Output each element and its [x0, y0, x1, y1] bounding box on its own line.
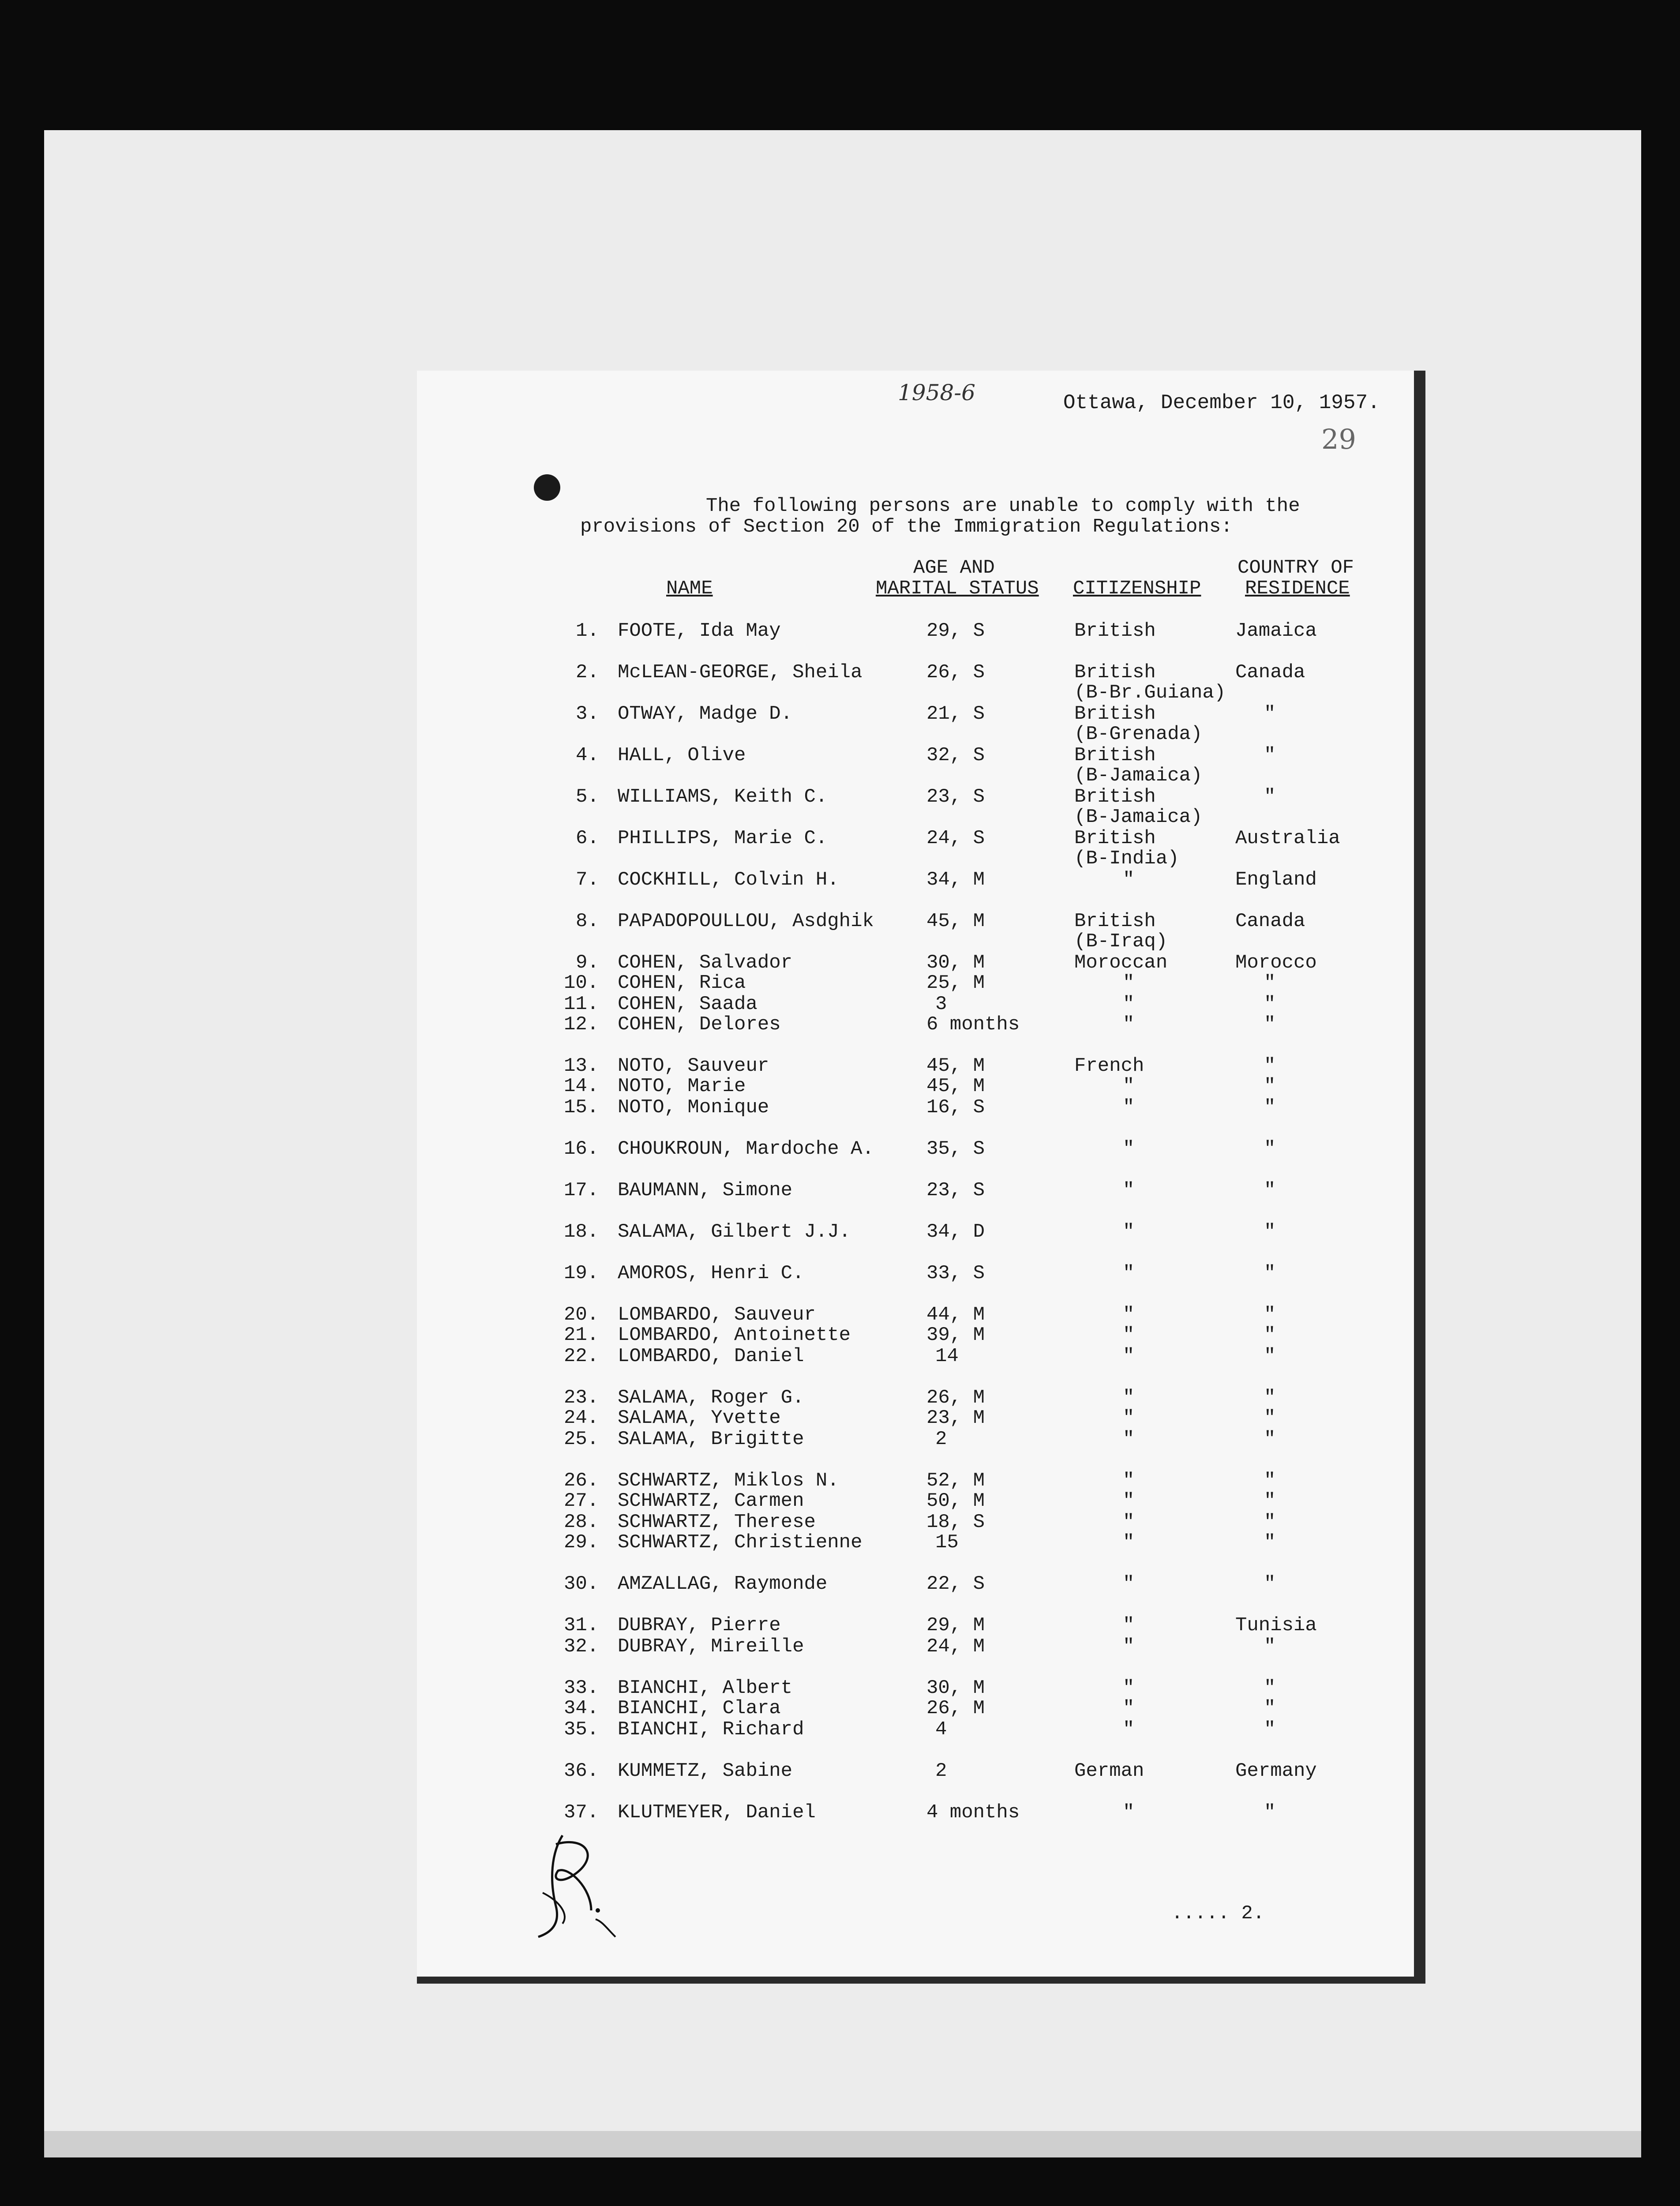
- citizenship: ": [1123, 869, 1135, 891]
- country-of-residence: Canada: [1235, 661, 1305, 683]
- person-name: FOOTE, Ida May: [618, 620, 781, 642]
- row-number: 31.: [564, 1614, 599, 1636]
- citizenship: French: [1074, 1055, 1144, 1077]
- file-number-annotation: 1958-6: [898, 380, 975, 405]
- row-number: 1.: [576, 620, 599, 642]
- citizenship: ": [1123, 1470, 1135, 1492]
- citizenship: ": [1123, 1324, 1135, 1346]
- person-name: SCHWARTZ, Carmen: [618, 1490, 804, 1512]
- country-of-residence: Germany: [1235, 1760, 1317, 1782]
- age-marital-status: 4 months: [926, 1801, 1020, 1823]
- age-marital-status: 50, M: [926, 1490, 985, 1512]
- citizenship: British: [1074, 786, 1156, 808]
- person-name: AMZALLAG, Raymonde: [618, 1573, 828, 1595]
- country-of-residence: England: [1235, 869, 1317, 891]
- row-number: 30.: [564, 1573, 599, 1595]
- citizenship-birthplace: (B-Iraq): [1074, 930, 1168, 953]
- age-marital-status: 32, S: [926, 744, 985, 766]
- age-marital-status: 30, M: [926, 1677, 985, 1699]
- person-name: SCHWARTZ, Therese: [618, 1511, 816, 1533]
- place-date: Ottawa, December 10, 1957.: [1063, 391, 1380, 414]
- age-marital-status: 16, S: [926, 1096, 985, 1118]
- person-name: OTWAY, Madge D.: [618, 703, 793, 725]
- person-name: KUMMETZ, Sabine: [618, 1760, 793, 1782]
- country-of-residence: ": [1264, 1075, 1276, 1097]
- age-marital-status: 29, M: [926, 1614, 985, 1636]
- age-marital-status: 21, S: [926, 703, 985, 725]
- country-of-residence: ": [1264, 1697, 1276, 1719]
- country-of-residence: ": [1264, 1013, 1276, 1035]
- row-number: 32.: [564, 1636, 599, 1658]
- row-number: 11.: [564, 993, 599, 1015]
- person-name: LOMBARDO, Antoinette: [618, 1324, 851, 1346]
- document-page: [417, 371, 1425, 1984]
- age-marital-status: 52, M: [926, 1470, 985, 1492]
- citizenship: ": [1123, 1179, 1135, 1201]
- person-name: DUBRAY, Mireille: [618, 1636, 804, 1658]
- country-of-residence: ": [1264, 703, 1276, 725]
- country-of-residence: ": [1264, 1179, 1276, 1201]
- citizenship: ": [1123, 1304, 1135, 1326]
- row-number: 22.: [564, 1345, 599, 1367]
- country-of-residence: ": [1264, 1096, 1276, 1118]
- citizenship: ": [1123, 1636, 1135, 1658]
- row-number: 36.: [564, 1760, 599, 1782]
- age-marital-status: 26, M: [926, 1387, 985, 1409]
- citizenship: British: [1074, 703, 1156, 725]
- row-number: 13.: [564, 1055, 599, 1077]
- age-marital-status: 29, S: [926, 620, 985, 642]
- age-marital-status: 25, M: [926, 972, 985, 994]
- person-name: LOMBARDO, Daniel: [618, 1345, 804, 1367]
- country-of-residence: ": [1264, 1470, 1276, 1492]
- row-number: 4.: [576, 744, 599, 766]
- age-marital-status: 14: [935, 1345, 959, 1367]
- citizenship: ": [1123, 1511, 1135, 1533]
- column-header-age-line-1: AGE AND: [913, 557, 995, 579]
- row-number: 10.: [564, 972, 599, 994]
- column-header-residence-line-2: RESIDENCE: [1245, 578, 1350, 600]
- row-number: 33.: [564, 1677, 599, 1699]
- country-of-residence: ": [1264, 972, 1276, 994]
- row-number: 17.: [564, 1179, 599, 1201]
- row-number: 35.: [564, 1718, 599, 1741]
- column-header-residence-line-1: COUNTRY OF: [1238, 557, 1354, 579]
- age-marital-status: 33, S: [926, 1262, 985, 1284]
- person-name: NOTO, Monique: [618, 1096, 769, 1118]
- country-of-residence: ": [1264, 1718, 1276, 1741]
- citizenship: ": [1123, 1013, 1135, 1035]
- citizenship: ": [1123, 1262, 1135, 1284]
- row-number: 3.: [576, 703, 599, 725]
- row-number: 19.: [564, 1262, 599, 1284]
- row-number: 29.: [564, 1531, 599, 1553]
- age-marital-status: 23, S: [926, 786, 985, 808]
- age-marital-status: 26, S: [926, 661, 985, 683]
- citizenship: ": [1123, 1677, 1135, 1699]
- country-of-residence: ": [1264, 1531, 1276, 1553]
- country-of-residence: ": [1264, 1304, 1276, 1326]
- country-of-residence: ": [1264, 1138, 1276, 1160]
- citizenship: ": [1123, 1490, 1135, 1512]
- citizenship-birthplace: (B-Jamaica): [1074, 765, 1203, 787]
- country-of-residence: Tunisia: [1235, 1614, 1317, 1636]
- row-number: 8.: [576, 910, 599, 932]
- person-name: BIANCHI, Albert: [618, 1677, 793, 1699]
- citizenship: British: [1074, 744, 1156, 766]
- age-marital-status: 30, M: [926, 952, 985, 974]
- country-of-residence: ": [1264, 1407, 1276, 1429]
- age-marital-status: 39, M: [926, 1324, 985, 1346]
- person-name: SCHWARTZ, Miklos N.: [618, 1470, 839, 1492]
- citizenship: British: [1074, 827, 1156, 849]
- country-of-residence: ": [1264, 1387, 1276, 1409]
- person-name: NOTO, Marie: [618, 1075, 746, 1097]
- citizenship: ": [1123, 1221, 1135, 1243]
- column-header-name: NAME: [666, 578, 713, 600]
- row-number: 21.: [564, 1324, 599, 1346]
- citizenship: German: [1074, 1760, 1144, 1782]
- country-of-residence: ": [1264, 1428, 1276, 1450]
- age-marital-status: 45, M: [926, 1075, 985, 1097]
- citizenship: Moroccan: [1074, 952, 1168, 974]
- row-number: 24.: [564, 1407, 599, 1429]
- country-of-residence: ": [1264, 1636, 1276, 1658]
- row-number: 7.: [576, 869, 599, 891]
- age-marital-status: 3: [935, 993, 947, 1015]
- punch-hole: [534, 474, 560, 501]
- age-marital-status: 23, S: [926, 1179, 985, 1201]
- person-name: SALAMA, Brigitte: [618, 1428, 804, 1450]
- age-marital-status: 6 months: [926, 1013, 1020, 1035]
- citizenship: British: [1074, 910, 1156, 932]
- country-of-residence: Jamaica: [1235, 620, 1317, 642]
- citizenship: ": [1123, 972, 1135, 994]
- country-of-residence: ": [1264, 786, 1276, 808]
- country-of-residence: ": [1264, 1511, 1276, 1533]
- citizenship: ": [1123, 1096, 1135, 1118]
- column-header-citizenship: CITIZENSHIP: [1073, 578, 1201, 600]
- citizenship: ": [1123, 1531, 1135, 1553]
- person-name: PAPADOPOULLOU, Asdghik: [618, 910, 874, 932]
- person-name: PHILLIPS, Marie C.: [618, 827, 828, 849]
- citizenship: ": [1123, 1573, 1135, 1595]
- person-name: McLEAN-GEORGE, Sheila: [618, 661, 862, 683]
- age-marital-status: 22, S: [926, 1573, 985, 1595]
- citizenship-birthplace: (B-India): [1074, 848, 1179, 870]
- person-name: KLUTMEYER, Daniel: [618, 1801, 816, 1823]
- person-name: AMOROS, Henri C.: [618, 1262, 804, 1284]
- column-header-age-line-2: MARITAL STATUS: [876, 578, 1039, 600]
- row-number: 27.: [564, 1490, 599, 1512]
- person-name: DUBRAY, Pierre: [618, 1614, 781, 1636]
- country-of-residence: Australia: [1235, 827, 1340, 849]
- row-number: 34.: [564, 1697, 599, 1719]
- citizenship: ": [1123, 1697, 1135, 1719]
- row-number: 6.: [576, 827, 599, 849]
- continued-marker: ..... 2.: [1171, 1902, 1265, 1925]
- row-number: 26.: [564, 1470, 599, 1492]
- age-marital-status: 26, M: [926, 1697, 985, 1719]
- country-of-residence: ": [1264, 1055, 1276, 1077]
- citizenship: ": [1123, 1345, 1135, 1367]
- row-number: 14.: [564, 1075, 599, 1097]
- intro-line-2: provisions of Section 20 of the Immigration Regulations:: [580, 516, 1233, 538]
- background-sheet-edge: [44, 2131, 1641, 2157]
- person-name: SALAMA, Gilbert J.J.: [618, 1221, 851, 1243]
- citizenship: ": [1123, 1138, 1135, 1160]
- country-of-residence: ": [1264, 744, 1276, 766]
- row-number: 9.: [576, 952, 599, 974]
- age-marital-status: 2: [935, 1760, 947, 1782]
- citizenship: ": [1123, 1614, 1135, 1636]
- age-marital-status: 2: [935, 1428, 947, 1450]
- person-name: COHEN, Salvador: [618, 952, 793, 974]
- row-number: 2.: [576, 661, 599, 683]
- age-marital-status: 24, S: [926, 827, 985, 849]
- age-marital-status: 23, M: [926, 1407, 985, 1429]
- country-of-residence: ": [1264, 993, 1276, 1015]
- person-name: BIANCHI, Clara: [618, 1697, 781, 1719]
- country-of-residence: ": [1264, 1573, 1276, 1595]
- age-marital-status: 18, S: [926, 1511, 985, 1533]
- person-name: BIANCHI, Richard: [618, 1718, 804, 1741]
- person-name: COHEN, Rica: [618, 972, 746, 994]
- citizenship: ": [1123, 1718, 1135, 1741]
- person-name: WILLIAMS, Keith C.: [618, 786, 828, 808]
- row-number: 18.: [564, 1221, 599, 1243]
- page-stamp: 29: [1321, 423, 1356, 455]
- person-name: SCHWARTZ, Christienne: [618, 1531, 862, 1553]
- country-of-residence: ": [1264, 1345, 1276, 1367]
- person-name: SALAMA, Roger G.: [618, 1387, 804, 1409]
- person-name: COHEN, Delores: [618, 1013, 781, 1035]
- age-marital-status: 35, S: [926, 1138, 985, 1160]
- citizenship: ": [1123, 1387, 1135, 1409]
- row-number: 25.: [564, 1428, 599, 1450]
- intro-line-1: The following persons are unable to comply with the: [706, 495, 1300, 517]
- citizenship: ": [1123, 1801, 1135, 1823]
- age-marital-status: 34, D: [926, 1221, 985, 1243]
- row-number: 20.: [564, 1304, 599, 1326]
- person-name: HALL, Olive: [618, 744, 746, 766]
- country-of-residence: Canada: [1235, 910, 1305, 932]
- person-name: CHOUKROUN, Mardoche A.: [618, 1138, 874, 1160]
- age-marital-status: 24, M: [926, 1636, 985, 1658]
- age-marital-status: 45, M: [926, 910, 985, 932]
- person-name: SALAMA, Yvette: [618, 1407, 781, 1429]
- row-number: 23.: [564, 1387, 599, 1409]
- person-name: COCKHILL, Colvin H.: [618, 869, 839, 891]
- citizenship-birthplace: (B-Jamaica): [1074, 806, 1203, 828]
- citizenship: ": [1123, 1407, 1135, 1429]
- citizenship: ": [1123, 993, 1135, 1015]
- handwritten-initials: [525, 1827, 622, 1941]
- citizenship: ": [1123, 1428, 1135, 1450]
- citizenship-birthplace: (B-Grenada): [1074, 723, 1203, 745]
- country-of-residence: ": [1264, 1262, 1276, 1284]
- country-of-residence: ": [1264, 1490, 1276, 1512]
- age-marital-status: 44, M: [926, 1304, 985, 1326]
- person-name: COHEN, Saada: [618, 993, 758, 1015]
- country-of-residence: ": [1264, 1221, 1276, 1243]
- person-name: NOTO, Sauveur: [618, 1055, 769, 1077]
- country-of-residence: Morocco: [1235, 952, 1317, 974]
- row-number: 16.: [564, 1138, 599, 1160]
- age-marital-status: 45, M: [926, 1055, 985, 1077]
- country-of-residence: ": [1264, 1677, 1276, 1699]
- citizenship: British: [1074, 661, 1156, 683]
- person-name: LOMBARDO, Sauveur: [618, 1304, 816, 1326]
- person-name: BAUMANN, Simone: [618, 1179, 793, 1201]
- citizenship: ": [1123, 1075, 1135, 1097]
- row-number: 15.: [564, 1096, 599, 1118]
- row-number: 5.: [576, 786, 599, 808]
- country-of-residence: ": [1264, 1324, 1276, 1346]
- age-marital-status: 4: [935, 1718, 947, 1741]
- age-marital-status: 15: [935, 1531, 959, 1553]
- citizenship: British: [1074, 620, 1156, 642]
- country-of-residence: ": [1264, 1801, 1276, 1823]
- age-marital-status: 34, M: [926, 869, 985, 891]
- citizenship-birthplace: (B-Br.Guiana): [1074, 682, 1226, 704]
- row-number: 12.: [564, 1013, 599, 1035]
- row-number: 37.: [564, 1801, 599, 1823]
- row-number: 28.: [564, 1511, 599, 1533]
